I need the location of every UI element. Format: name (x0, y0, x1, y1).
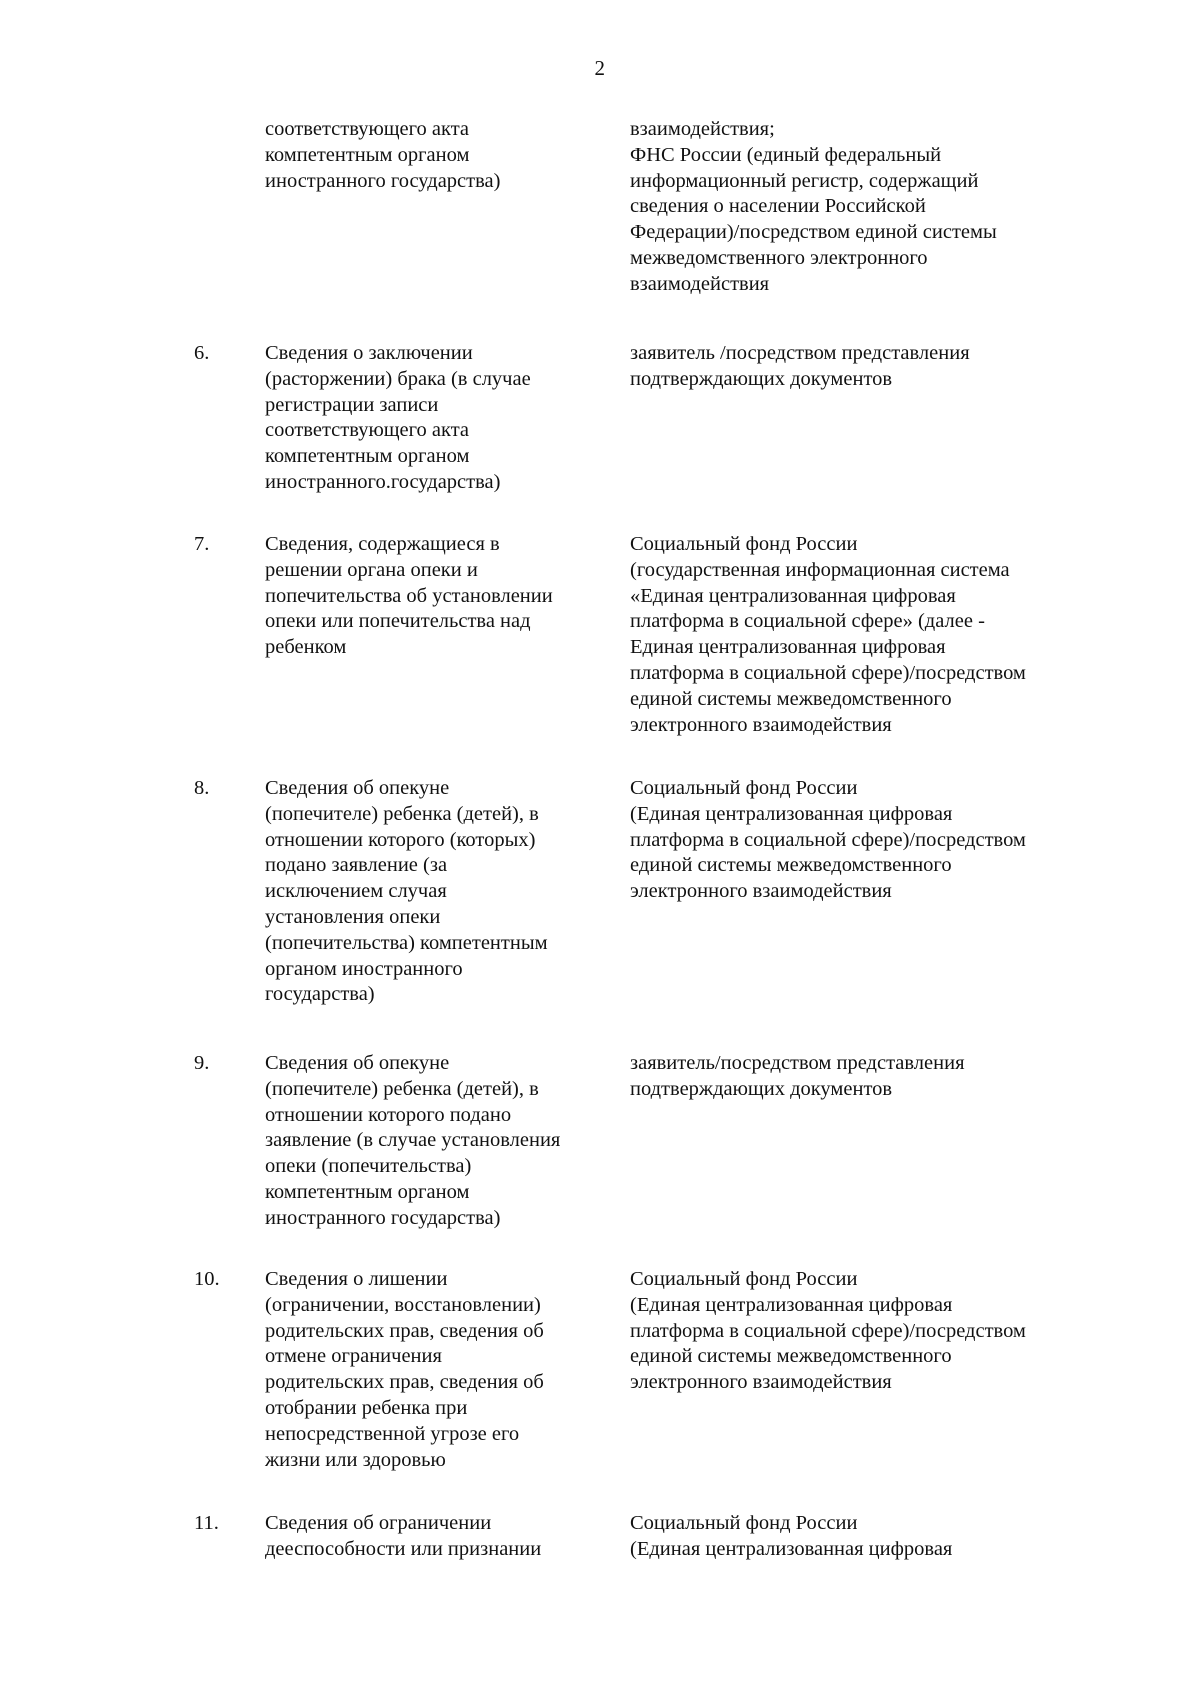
row-description: Сведения, содержащиеся в решении органа опеки и попечительства об установлении опеки или попечительства над ребенком (265, 533, 553, 659)
row-description: Сведения об ограничении дееспособности или признании (265, 1512, 542, 1560)
row-source: Социальный фонд России (Единая централизованная цифровая платформа в социальной сфере)/посредством единой системы межведомственного электронного взаимодействия (630, 1268, 1026, 1394)
row-number: 10. (194, 1268, 220, 1290)
page-number: 2 (594, 56, 606, 80)
row-number: 11. (194, 1512, 219, 1534)
row-description: Сведения об опекуне (попечителе) ребенка (детей), в отношении которого (которых) подано заявление (за исключением случая установления опеки (попечительства) компетентным органом иностранного государства) (265, 777, 548, 1006)
row-source: Социальный фонд России (Единая централизованная цифровая платформа в социальной сфере)/посредством единой системы межведомственного электронного взаимодействия (630, 777, 1026, 903)
row-source: заявитель/посредством представления подтверждающих документов (630, 1052, 965, 1100)
row-source: Социальный фонд России (государственная информационная система «Единая централизованная цифровая платформа в социальной сфере» (далее - Единая централизованная цифровая платформа в социальной сфере)/посредством единой системы межведомственного электронного взаимодействия (630, 533, 1026, 736)
row-source: Социальный фонд России (Единая централизованная цифровая (630, 1512, 953, 1560)
row-description: соответствующего акта компетентным органом иностранного государства) (265, 118, 501, 192)
row-description: Сведения об опекуне (попечителе) ребенка (детей), в отношении которого подано заявление (в случае установления опеки (попечительства) компетентным органом иностранного государства) (265, 1052, 561, 1229)
row-source: взаимодействия; ФНС России (единый федеральный информационный регистр, содержащий сведения о населении Российской Федерации)/посредством единой системы межведомственного электронного взаимодействия (630, 118, 997, 295)
row-number: 9. (194, 1052, 210, 1074)
row-description: Сведения о лишении (ограничении, восстановлении) родительских прав, сведения об отмене ограничения родительских прав, сведения об отобрании ребенка при непосредственной угрозе его жизни или здоровью (265, 1268, 544, 1471)
row-number: 8. (194, 777, 210, 799)
row-description: Сведения о заключении (расторжении) брака (в случае регистрации записи соответствующего акта компетентным органом иностранного.государства) (265, 342, 531, 493)
row-number: 7. (194, 533, 210, 555)
row-source: заявитель /посредством представления подтверждающих документов (630, 342, 970, 390)
row-number: 6. (194, 342, 210, 364)
